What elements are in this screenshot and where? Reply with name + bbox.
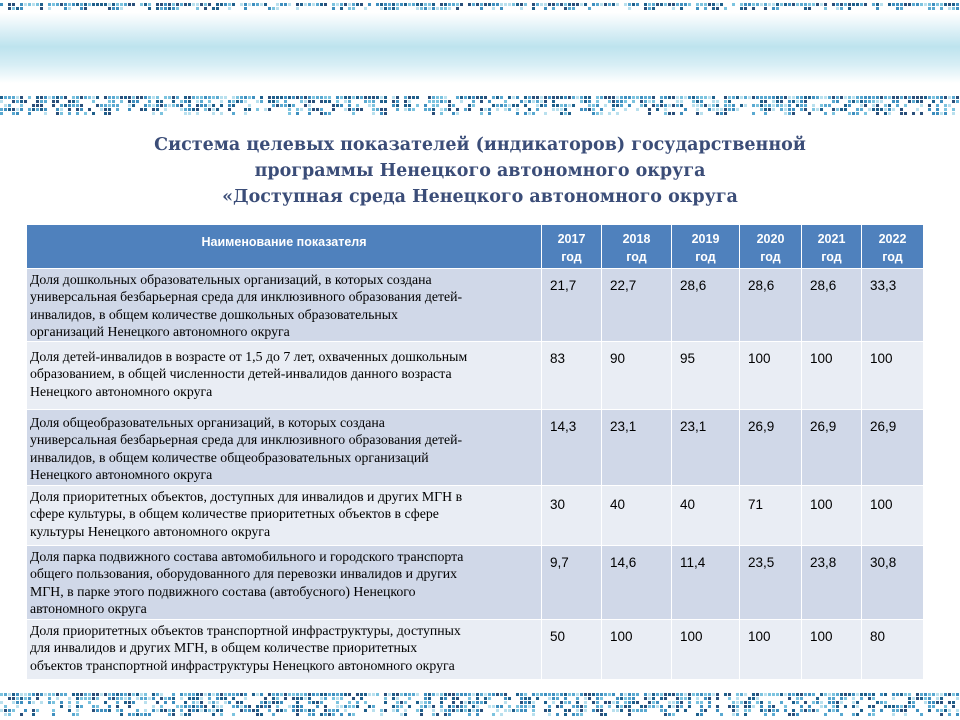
- table-header-row: [27, 225, 924, 269]
- value-2021: 28,6: [802, 269, 862, 342]
- indicators-table: [26, 224, 924, 680]
- ornament-strip-bottom: [0, 693, 960, 720]
- value-2019: 40: [672, 486, 740, 546]
- table-row: [27, 342, 924, 410]
- value-2017: 9,7: [542, 546, 602, 620]
- header-year-2021: 2021 год: [802, 225, 862, 269]
- ornament-strip-top: [0, 3, 960, 13]
- value-2022: 33,3: [862, 269, 924, 342]
- value-2018: 14,6: [602, 546, 672, 620]
- value-2022: 100: [862, 342, 924, 410]
- value-2022: 30,8: [862, 546, 924, 620]
- value-2021: 100: [802, 486, 862, 546]
- table-row: [27, 269, 924, 342]
- table-row: [27, 620, 924, 680]
- value-2019: 100: [672, 620, 740, 680]
- value-2018: 40: [602, 486, 672, 546]
- value-2020: 28,6: [740, 269, 802, 342]
- value-2022: 26,9: [862, 410, 924, 486]
- value-2021: 26,9: [802, 410, 862, 486]
- page-title: [40, 132, 920, 210]
- value-2019: 23,1: [672, 410, 740, 486]
- header-indicator-name: Наименование показателя: [27, 225, 542, 269]
- value-2020: 26,9: [740, 410, 802, 486]
- indicator-name: Доля приоритетных объектов транспортной инфраструктуры, доступных для инвалидов и других МГН, в общем количестве приоритетных объектов транспортной инфраструктуры Ненецкого автономного округа: [27, 620, 542, 680]
- value-2022: 100: [862, 486, 924, 546]
- value-2018: 90: [602, 342, 672, 410]
- header-year-2018: 2018 год: [602, 225, 672, 269]
- value-2019: 28,6: [672, 269, 740, 342]
- value-2018: 22,7: [602, 269, 672, 342]
- indicator-name: Доля приоритетных объектов, доступных для инвалидов и других МГН в сфере культуры, в общем количестве приоритетных объектов в сфере культуры Ненецкого автономного округа: [27, 486, 542, 546]
- header-year-2020: 2020 год: [740, 225, 802, 269]
- table-row: [27, 546, 924, 620]
- indicator-name: Доля дошкольных образовательных организаций, в которых создана универсальная безбарьерная среда для инклюзивного образования детей- инвалидов, в общем количестве дошкольных образовательных организаций Ненецкого автономного округа: [27, 269, 542, 342]
- value-2018: 100: [602, 620, 672, 680]
- decorative-header-band: [0, 0, 960, 104]
- value-2017: 50: [542, 620, 602, 680]
- value-2022: 80: [862, 620, 924, 680]
- value-2021: 100: [802, 342, 862, 410]
- value-2017: 30: [542, 486, 602, 546]
- header-year-2022: 2022 год: [862, 225, 924, 269]
- value-2021: 100: [802, 620, 862, 680]
- table-row: [27, 410, 924, 486]
- ornament-strip-upper: [0, 96, 960, 120]
- value-2020: 100: [740, 620, 802, 680]
- value-2020: 100: [740, 342, 802, 410]
- value-2019: 11,4: [672, 546, 740, 620]
- value-2020: 71: [740, 486, 802, 546]
- title-line-3: «Доступная среда Ненецкого автономного округа: [222, 187, 738, 207]
- value-2017: 83: [542, 342, 602, 410]
- value-2017: 14,3: [542, 410, 602, 486]
- table-row: [27, 486, 924, 546]
- value-2021: 23,8: [802, 546, 862, 620]
- header-year-2019: 2019 год: [672, 225, 740, 269]
- title-line-1: Система целевых показателей (индикаторов) государственной: [154, 135, 806, 155]
- value-2019: 95: [672, 342, 740, 410]
- indicator-name: Доля детей-инвалидов в возрасте от 1,5 до 7 лет, охваченных дошкольным образованием, в общей численности детей-инвалидов данного возраста Ненецкого автономного округа: [27, 342, 542, 410]
- value-2020: 23,5: [740, 546, 802, 620]
- header-year-2017: 2017 год: [542, 225, 602, 269]
- value-2018: 23,1: [602, 410, 672, 486]
- value-2017: 21,7: [542, 269, 602, 342]
- indicator-name: Доля парка подвижного состава автомобильного и городского транспорта общего пользования, оборудованного для перевозки инвалидов и других МГН, в парке этого подвижного состава (автобусного) Ненецкого автономного округа: [27, 546, 542, 620]
- indicator-name: Доля общеобразовательных организаций, в которых создана универсальная безбарьерная среда для инклюзивного образования детей- инвалидов, в общем количестве общеобразовательных организаций Ненецкого автономного округа: [27, 410, 542, 486]
- title-line-2: программы Ненецкого автономного округа: [254, 161, 706, 181]
